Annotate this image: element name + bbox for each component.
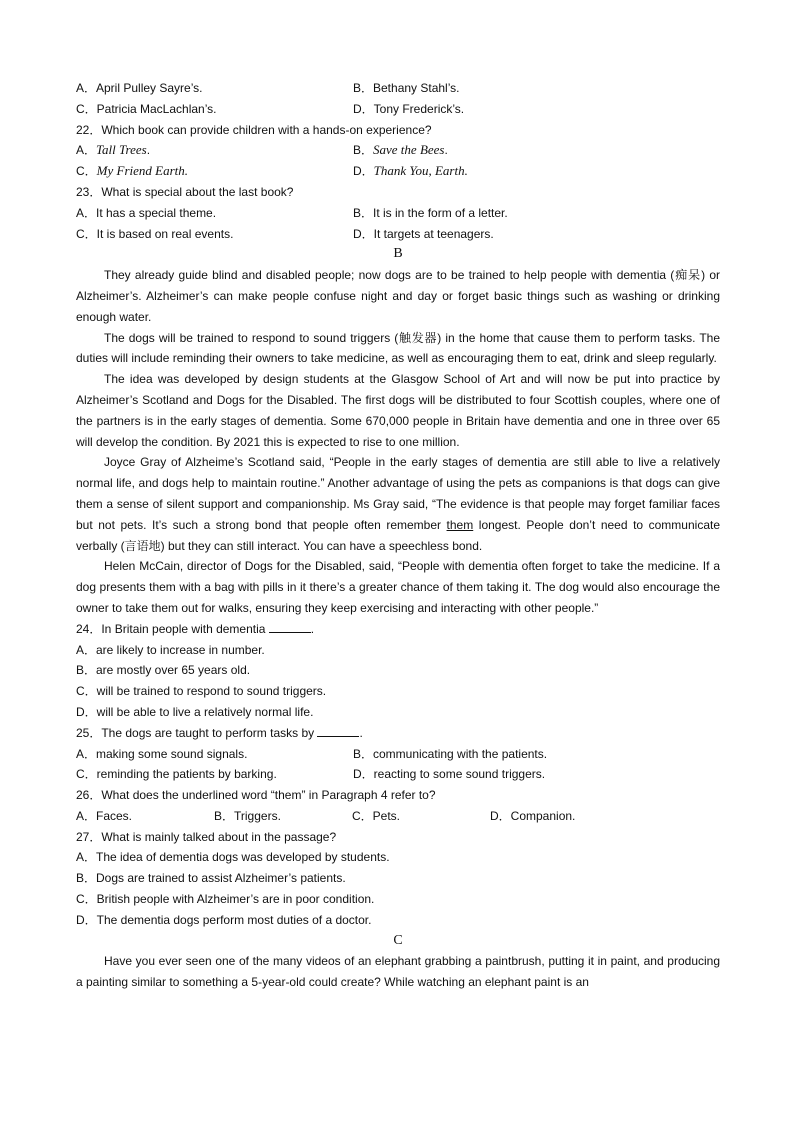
q22-option-d-title: Thank You, Earth. (373, 163, 468, 179)
q26-option-c[interactable]: C．Pets. (352, 808, 401, 823)
q27-option-d[interactable]: D．The dementia dogs perform most duties of a doctor. (76, 912, 372, 927)
q27-stem: 27．What is mainly talked about in the passage? (76, 829, 337, 844)
q22-option-c[interactable] (76, 161, 353, 182)
q24-stem-line: 24．In Britain people with dementia . (76, 621, 315, 636)
section-b-paragraph-4 (76, 452, 720, 556)
section-c-paragraph-1: Have you ever seen one of the many videos of an elephant grabbing a paintbrush, putting it in paint, and producing a painting similar to something a 5-year-old could create? While watching an elephant paint is an (76, 954, 720, 990)
q22-option-c-label: C． (76, 164, 97, 179)
section-b-paragraph-1: They already guide blind and disabled people; now dogs are to be trained to help people with dementia (痴呆) or Alzheimer’s. Alzheimer’s can make people confuse night and day or forget basic things such as washing or drinking enough water. (76, 268, 720, 324)
q22-option-a-label: A． (76, 143, 97, 158)
q22-options-row-1 (76, 140, 720, 161)
q25-stem-line: 25．The dogs are taught to perform tasks by . (76, 725, 363, 740)
q22-option-a-title: Tall Trees (96, 142, 147, 158)
q22-options-row-2 (76, 161, 720, 182)
q25-answer-blank[interactable] (317, 724, 359, 737)
q25-option-d[interactable]: D．reacting to some sound triggers. (353, 767, 546, 782)
q22-option-d-label: D． (353, 164, 374, 179)
q21-option-d[interactable]: D．Tony Frederick’s. (353, 101, 465, 116)
q26-option-d[interactable]: D．Companion. (490, 808, 576, 823)
q22-option-d[interactable] (353, 161, 468, 182)
q22-option-b[interactable]: B．Save the Bees. (353, 142, 448, 158)
q23-option-b[interactable]: B．It is in the form of a letter. (353, 205, 508, 220)
paragraph-4-text-before: Joyce Gray of Alzheime’s Scotland said, “People in the early stages of dementia are still able to live a relatively normal life, and dogs help to maintain routine.” Another advantage of using the pets as companions is that dogs can give them a sense of silent support and companionship. Ms Gray said, “The evidence is that people may forget familiar faces but not pets. It’s such a strong bond that people often remember (76, 455, 720, 532)
q25-option-a[interactable]: A．making some sound signals. (76, 746, 248, 761)
section-b-paragraph-2: The dogs will be trained to respond to sound triggers (触发器) in the home that cause them to perform tasks. The duties will include reminding their owners to take medicine, as well as encouraging them to eat, drink and sleep regularly. (76, 330, 720, 366)
section-b-paragraph-5: Helen McCain, director of Dogs for the Disabled, said, “People with dementia often forget to take the medicine. If a dog presents them with a bag with pills in it there’s a greater chance of them taking it. The dog would also encourage the owner to take them out for walks, ensuring they keep exercising and interacting with other people.” (76, 559, 720, 615)
q24-option-c[interactable]: C．will be trained to respond to sound triggers. (76, 684, 327, 699)
q25-option-b[interactable]: B．communicating with the patients. (353, 746, 548, 761)
exam-page (76, 78, 720, 993)
q26-option-a[interactable]: A．Faces. (76, 808, 133, 823)
q23-stem: 23．What is special about the last book? (76, 184, 294, 199)
q27-option-b[interactable]: B．Dogs are trained to assist Alzheimer’s patients. (76, 871, 346, 886)
q26-option-b[interactable]: B．Triggers. (214, 808, 281, 823)
q21-option-b[interactable]: B．Bethany Stahl’s. (353, 81, 460, 95)
q24-answer-blank[interactable] (269, 620, 311, 633)
q25-option-c[interactable]: C．reminding the patients by barking. (76, 767, 277, 782)
paragraph-4-text-after: longest. People don’t need to communicate verbally (言语地) but they can still interact. You can have a speechless bond. (76, 517, 720, 553)
q22-stem: 22．Which book can provide children with a hands-on experience? (76, 122, 432, 137)
q22-option-a[interactable]: A．Tall Trees. (76, 142, 151, 158)
q25-options-row-2 (76, 764, 720, 785)
q24-option-d[interactable]: D．will be able to live a relatively normal life. (76, 704, 314, 719)
q22-option-b-label: B． (353, 143, 374, 158)
q23-option-c[interactable]: C．It is based on real events. (76, 226, 234, 241)
q27-option-a[interactable]: A．The idea of dementia dogs was developed by students. (76, 850, 390, 865)
q26-options-row (76, 806, 720, 827)
q21-options-row-1 (76, 78, 720, 99)
q21-options-row-2 (76, 99, 720, 120)
q22-option-c-title: My Friend Earth. (96, 163, 189, 179)
q27-option-c[interactable]: C．British people with Alzheimer’s are in poor condition. (76, 892, 375, 907)
q24-stem: 24．In Britain people with dementia (76, 621, 266, 636)
q21-option-c[interactable]: C．Patricia MacLachlan’s. (76, 101, 217, 116)
section-c-heading: C (393, 932, 403, 948)
q23-options-row-2 (76, 224, 720, 245)
section-b-paragraph-3: The idea was developed by design students at the Glasgow School of Art and will now be put into practice by Alzheimer’s Scotland and Dogs for the Disabled. The first dogs will be distributed to four Scottish couples, where one of the partners is in the early stages of dementia. Some 670,000 people in Britain have dementia and one in three over 65 will develop the condition. By 2021 this is expected to rise to one million. (76, 372, 720, 449)
q25-options-row-1 (76, 744, 720, 765)
q24-option-b[interactable]: B．are mostly over 65 years old. (76, 663, 251, 678)
underlined-word-them: them (446, 517, 474, 532)
q23-option-d[interactable]: D．It targets at teenagers. (353, 226, 494, 241)
q25-stem: 25．The dogs are taught to perform tasks by (76, 725, 315, 740)
q23-option-a[interactable]: A．It has a special theme. (76, 205, 217, 220)
section-b-heading: B (393, 246, 403, 262)
q24-option-a[interactable]: A．are likely to increase in number. (76, 642, 265, 657)
q22-option-b-title: Save the Bees (373, 142, 445, 158)
q21-option-a[interactable]: A．April Pulley Sayre’s. (76, 81, 203, 95)
q26-stem: 26．What does the underlined word “them” in Paragraph 4 refer to? (76, 788, 436, 803)
q23-options-row-1 (76, 203, 720, 224)
